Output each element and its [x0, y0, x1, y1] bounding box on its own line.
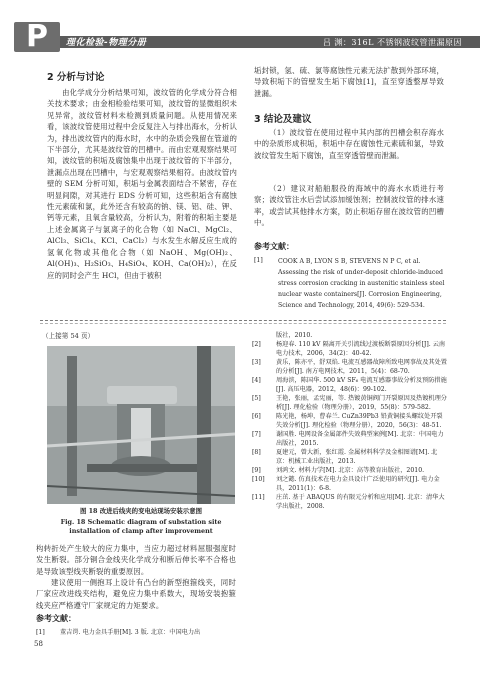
- ref-text: 版社，2010.: [276, 332, 313, 339]
- section-3-title: 3 结论及建议: [254, 114, 312, 125]
- ref-item: [252, 358, 448, 376]
- ref-text: 刘鸿文. 材料力学[M]. 北京：高等教育出版社，2010.: [276, 467, 425, 474]
- article-divider-secondary: [40, 323, 446, 324]
- section-2-paragraph: 由化学成分分析结果可知，波纹管的化学成分符合相关技术要求；由金相检验结果可知，波纹管的显微组织未见异常，波纹管材料未检测到质量问题。从使用情况来看，该波纹管使用过程中会反复注入与排出海水，分析认为，排出波纹管内的海水时，水中的杂质会残留在管道的下半部分，尤其是波纹管的凹槽中。而由宏观观察结果可知，波纹管的积垢及腐蚀集中出现于波纹管的下半部分，泄漏点出现在凹槽中，与宏观观察结果相符。由波纹管内壁的 SEM 分析可知，积垢与金属表面结合不紧密，存在明显间隙，对其进行 EDS 分析可知，这些积垢含有腐蚀性元素硫和氯，此外还含有较高的钠、镁、铝、硅、钾、钙等元素，且氧含量较高，分析认为，附着的积垢主要是上述金属离子与氯离子的化合物（如 NaCl、MgCl₂、AlCl₃、SiCl₄、KCl、CaCl₂）与水发生水解反应生成的氢氧化物或其他化合物（如 NaOH、Mg(OH)₂、Al(OH)₃、H₂SiO₃、H₄SiO₄、KOH、Ca(OH)₂），在反应的同时会产生 HCl，但由于被积: [47, 88, 237, 280]
- conclusion-1: （1）波纹管在使用过程中其内部的凹槽会积存海水中的杂质形成积垢，积垢中存在腐蚀性元素硫和氯，导致波纹管发生垢下腐蚀，直至穿透管壁而泄漏。: [254, 128, 444, 160]
- ref-text: 夏建元，曾大新，张红霞. 金属材料科学及金相图谱[M]. 北京：机械工业出版社，2013.: [276, 449, 438, 465]
- ref-number: [6]: [252, 413, 261, 420]
- page-number: 58: [34, 640, 43, 648]
- lower-left-paragraph-2: 建议使用一侧抱耳上设计有凸台的新型抱箍线夹，同时厂家应改进线夹结构，避免应力集中系数大，现场安装抱箍线夹应严格遵守厂家规定的力矩要求。: [36, 578, 236, 610]
- section-2-title: 2 分析与讨论: [47, 72, 105, 83]
- ref-number: [10]: [252, 476, 265, 483]
- lower-left-paragraph-1: 构转折处产生较大的应力集中，当应力超过材料屈服强度时发生断裂。部分铜合金线夹化学成分和断后伸长率不合格也是导致该型线夹断裂的重要原因。: [36, 544, 236, 576]
- ref-item: [254, 256, 446, 311]
- ref-text: 王艳，张丽，孟宪丽，等. 热镀黄铜阀门开裂原因及热镀机理分析[J]. 理化检验（物理分册），2019，55(8)：579-582.: [276, 395, 447, 411]
- ref-list-bottom-right: [252, 331, 448, 511]
- ref-text: 黄乐，陈亦平，舒双焰. 电流互感器故障所致电网事故及其处置的分析[J]. 南方电网技术，2011，5(4)：68-70.: [276, 359, 447, 375]
- ref-number: [7]: [252, 431, 261, 438]
- ref-item: [252, 394, 448, 412]
- ref-list-top: [254, 256, 446, 311]
- ref-text: 陈光艳，杨坤，曹春兰. CuZn39Pb3 铅黄铜接头螺纹处开裂失效分析[J]. 理化检验（物理分册），2020，56(3)：48-51.: [276, 413, 443, 429]
- ref-number: [5]: [252, 395, 261, 402]
- right-continued-paragraph: 垢封锁，氢、硫、氯等腐蚀性元素无法扩散到外部环境，导致积垢下的管壁发生垢下腐蚀[1]，直至穿透整厚导致泄漏。: [254, 66, 444, 98]
- article-divider: [40, 320, 446, 321]
- ref-text: 董吉谔. 电力金具手册[M]. 3 版. 北京：中国电力出: [60, 629, 201, 636]
- conclusion-2: （2）建议对船舶服役的海域中的海水水质进行考察；波纹管注水后尝试添加缓蚀剂；控制波纹管的排水速率，或尝试其他排水方案，防止积垢存留在波纹管的凹槽中。: [254, 184, 444, 228]
- ref-list-bottom-left: [36, 628, 236, 637]
- ref-number: [9]: [252, 467, 261, 474]
- ref-item: [252, 448, 448, 466]
- refs-title-top: 参考文献：: [254, 242, 294, 251]
- ref-number: [252, 331, 276, 340]
- ref-item: [252, 466, 448, 475]
- ref-item: [252, 475, 448, 493]
- ref-number: [4]: [252, 377, 261, 384]
- ref-number: [2]: [252, 341, 261, 348]
- ref-item: [252, 493, 448, 511]
- ref-text: 庄茁. 基于 ABAQUS 的有限元分析和应用[M]. 北京：清华大学出版社，2008.: [276, 494, 445, 510]
- ref-number: [8]: [252, 449, 261, 456]
- substation-photo-illustration: [47, 346, 235, 504]
- running-title: 吕 渊：316L 不锈钢波纹管泄漏原因: [322, 38, 462, 47]
- journal-name: 理化检验-物理分册: [66, 38, 147, 48]
- ref-item: [36, 628, 236, 637]
- figure-18-photo: [47, 346, 235, 504]
- continued-note: （上接第 54 页）: [42, 332, 95, 340]
- ref-item: [252, 331, 448, 340]
- ref-text: 周海滨，陈国华. 500 kV SF₆ 电流互感器事故分析及预防措施[J]. 高压电器，2012，48(6)：99-102.: [276, 377, 447, 393]
- journal-logo: P: [14, 22, 60, 52]
- refs-title-bottom: 参考文献：: [36, 614, 76, 623]
- ref-text: COOK A B, LYON S B, STEVENS N P C, et al. Assessing the risk of under-deposit chloride-induced stress corrosion cracking in austenitic stainless steel nuclear waste containers[J]. Corrosion Engineering, Science and Technology, 2014, 49(6): 529-534.: [278, 258, 445, 309]
- ref-number: [3]: [252, 359, 261, 366]
- ref-text: 刘之懿. 仿真技术在电力金具设计广泛使用的研究[J]. 电力金具，2011(1)：6-8.: [276, 476, 440, 492]
- ref-text: 杨迎春. 110 kV 隔离开关引流线过渡板断裂原因分析[J]. 云南电力技术，2006，34(2)：40-42.: [276, 341, 446, 357]
- ref-text: 谢国胜. 电网设备金属部件失效典型案例[M]. 北京：中国电力出版社，2015.: [276, 431, 444, 447]
- ref-item: [252, 340, 448, 358]
- ref-item: [252, 376, 448, 394]
- ref-number: [1]: [254, 257, 263, 264]
- figure-caption-en: Fig. 18 Schematic diagram of substation site installation of clamp after improvement: [60, 518, 222, 535]
- ref-item: [252, 430, 448, 448]
- figure-caption-cn: 图 18 改进后线夹的变电站现场安装示意图: [80, 507, 202, 515]
- ref-number: [11]: [252, 494, 265, 501]
- ref-item: [252, 412, 448, 430]
- ref-number: [1]: [36, 629, 45, 636]
